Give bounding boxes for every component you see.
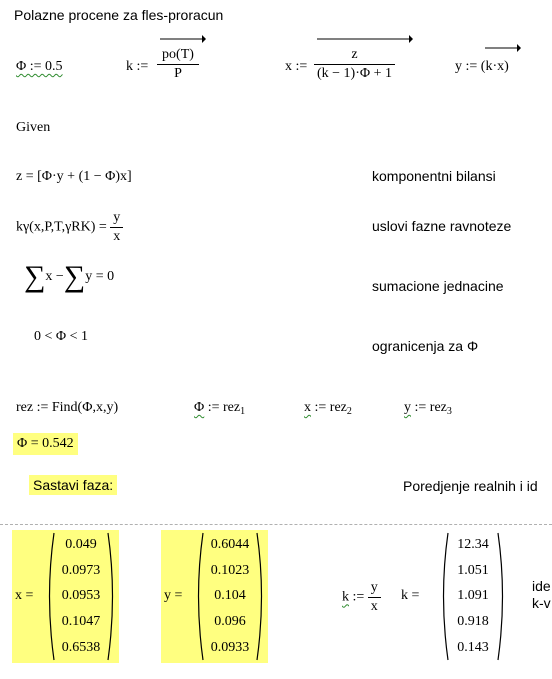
summation-part-b: y = 0: [85, 269, 115, 284]
k-ratio-def[interactable]: [342, 580, 381, 615]
vectorize-arrow: [160, 34, 206, 44]
y-result-label: y =: [164, 588, 183, 603]
x-def-fraction: [314, 47, 395, 82]
y-value: 0.104: [214, 588, 246, 604]
phi-result[interactable]: [13, 433, 78, 455]
x-value: 0.049: [65, 536, 97, 552]
vectorize-arrow: [317, 34, 413, 44]
label-sumacione: sumacione jednacine: [372, 278, 504, 294]
k-value: 12.34: [457, 536, 489, 552]
equilibrium-lhs: kγ(x,P,T,γRK) =: [16, 219, 107, 235]
x-from-rez[interactable]: [304, 400, 352, 417]
y-value: 0.0933: [210, 640, 250, 656]
component-balance-eq[interactable]: [16, 169, 132, 185]
region-divider: [0, 524, 552, 525]
equilibrium-numerator: y: [113, 210, 121, 225]
worksheet-title: Polazne procene za fles-proracun: [14, 7, 224, 23]
x-value: 0.0953: [61, 588, 101, 604]
left-paren: [438, 531, 450, 662]
sum-symbol-x: ∑: [24, 260, 46, 293]
y-result-matrix[interactable]: [161, 530, 268, 663]
right-paren: [255, 531, 267, 662]
k-result-matrix[interactable]: [400, 530, 510, 663]
left-paren: [44, 531, 56, 662]
side-text-line2: k-v: [532, 595, 551, 611]
x-assign: := rez: [314, 400, 347, 415]
right-paren: [496, 531, 508, 662]
k-ratio-var: k: [342, 589, 349, 605]
sastavi-faza-label[interactable]: [29, 475, 117, 495]
y-var: y: [404, 400, 411, 415]
equilibrium-eq[interactable]: [16, 210, 123, 245]
y-assign: := rez: [414, 400, 447, 415]
phi-result-text: Φ = 0.542: [17, 436, 74, 451]
vectorize-arrow: [485, 43, 521, 53]
k-ratio-assign: :=: [352, 589, 365, 605]
k-ratio-fraction: [368, 580, 381, 615]
poredjenje-label: Poredjenje realnih i id: [403, 478, 538, 494]
k-ratio-numerator: y: [370, 580, 378, 595]
y-values-column: [205, 532, 255, 661]
phi-var: Φ: [194, 400, 205, 415]
y-def-text: y := (k·x): [455, 59, 509, 74]
y-index: 3: [446, 406, 452, 417]
x-value: 0.6538: [61, 640, 101, 656]
k-value: 1.091: [457, 588, 489, 604]
k-value: 0.143: [457, 640, 489, 656]
constraint-eq[interactable]: [34, 329, 88, 345]
k-values-column: [450, 532, 496, 661]
phi-from-rez[interactable]: [194, 400, 245, 417]
sum-symbol-y: ∑: [63, 260, 86, 293]
x-var: x: [304, 400, 311, 415]
x-result-matrix[interactable]: [12, 530, 119, 663]
label-komponentni: komponentni bilansi: [372, 168, 496, 184]
y-from-rez[interactable]: [404, 400, 452, 417]
summation-eq[interactable]: [24, 262, 114, 292]
k-value: 0.918: [457, 614, 489, 630]
label-uslovi: uslovi fazne ravnoteze: [372, 218, 512, 234]
right-paren: [106, 531, 118, 662]
k-value: 1.051: [457, 562, 489, 578]
k-def-fraction: [157, 47, 199, 82]
phi-assign: := rez: [207, 400, 241, 415]
k-def-denominator: P: [157, 64, 199, 82]
x-value: 0.1047: [61, 614, 101, 630]
y-value: 0.6044: [210, 536, 250, 552]
k-def-lhs: k :=: [126, 59, 149, 74]
x-index: 2: [346, 406, 352, 417]
x-value: 0.0973: [61, 562, 101, 578]
component-balance-text: z = [Φ·y + (1 − Φ)x]: [16, 169, 132, 184]
left-paren: [193, 531, 205, 662]
phi-initial-text: Φ := 0.5: [16, 59, 63, 74]
x-def-denominator: (k − 1)·Φ + 1: [314, 64, 395, 82]
find-text: rez := Find(Φ,x,y): [16, 400, 119, 415]
k-ratio-denominator: x: [368, 597, 381, 615]
x-def-lhs: x :=: [285, 59, 308, 74]
k-result-label: k =: [401, 588, 420, 603]
y-value: 0.096: [214, 614, 246, 630]
y-value: 0.1023: [210, 562, 250, 578]
phi-initial-def[interactable]: [16, 59, 63, 75]
k-def-numerator: po(T): [162, 47, 194, 62]
find-solve-block[interactable]: [16, 400, 118, 416]
label-ogranicenja: ogranicenja za Φ: [372, 338, 479, 354]
x-result-label: x =: [15, 588, 34, 603]
sastavi-faza-text: Sastavi faza:: [33, 477, 114, 493]
given-keyword[interactable]: Given: [16, 120, 51, 135]
x-def-numerator: z: [351, 47, 358, 62]
phi-index: 1: [240, 406, 246, 417]
equilibrium-denominator: x: [110, 227, 123, 245]
constraint-text: 0 < Φ < 1: [34, 329, 89, 344]
side-text-line1: ide: [532, 578, 551, 594]
summation-part-a: x −: [45, 269, 64, 284]
equilibrium-fraction: [110, 210, 123, 245]
x-values-column: [56, 532, 106, 661]
